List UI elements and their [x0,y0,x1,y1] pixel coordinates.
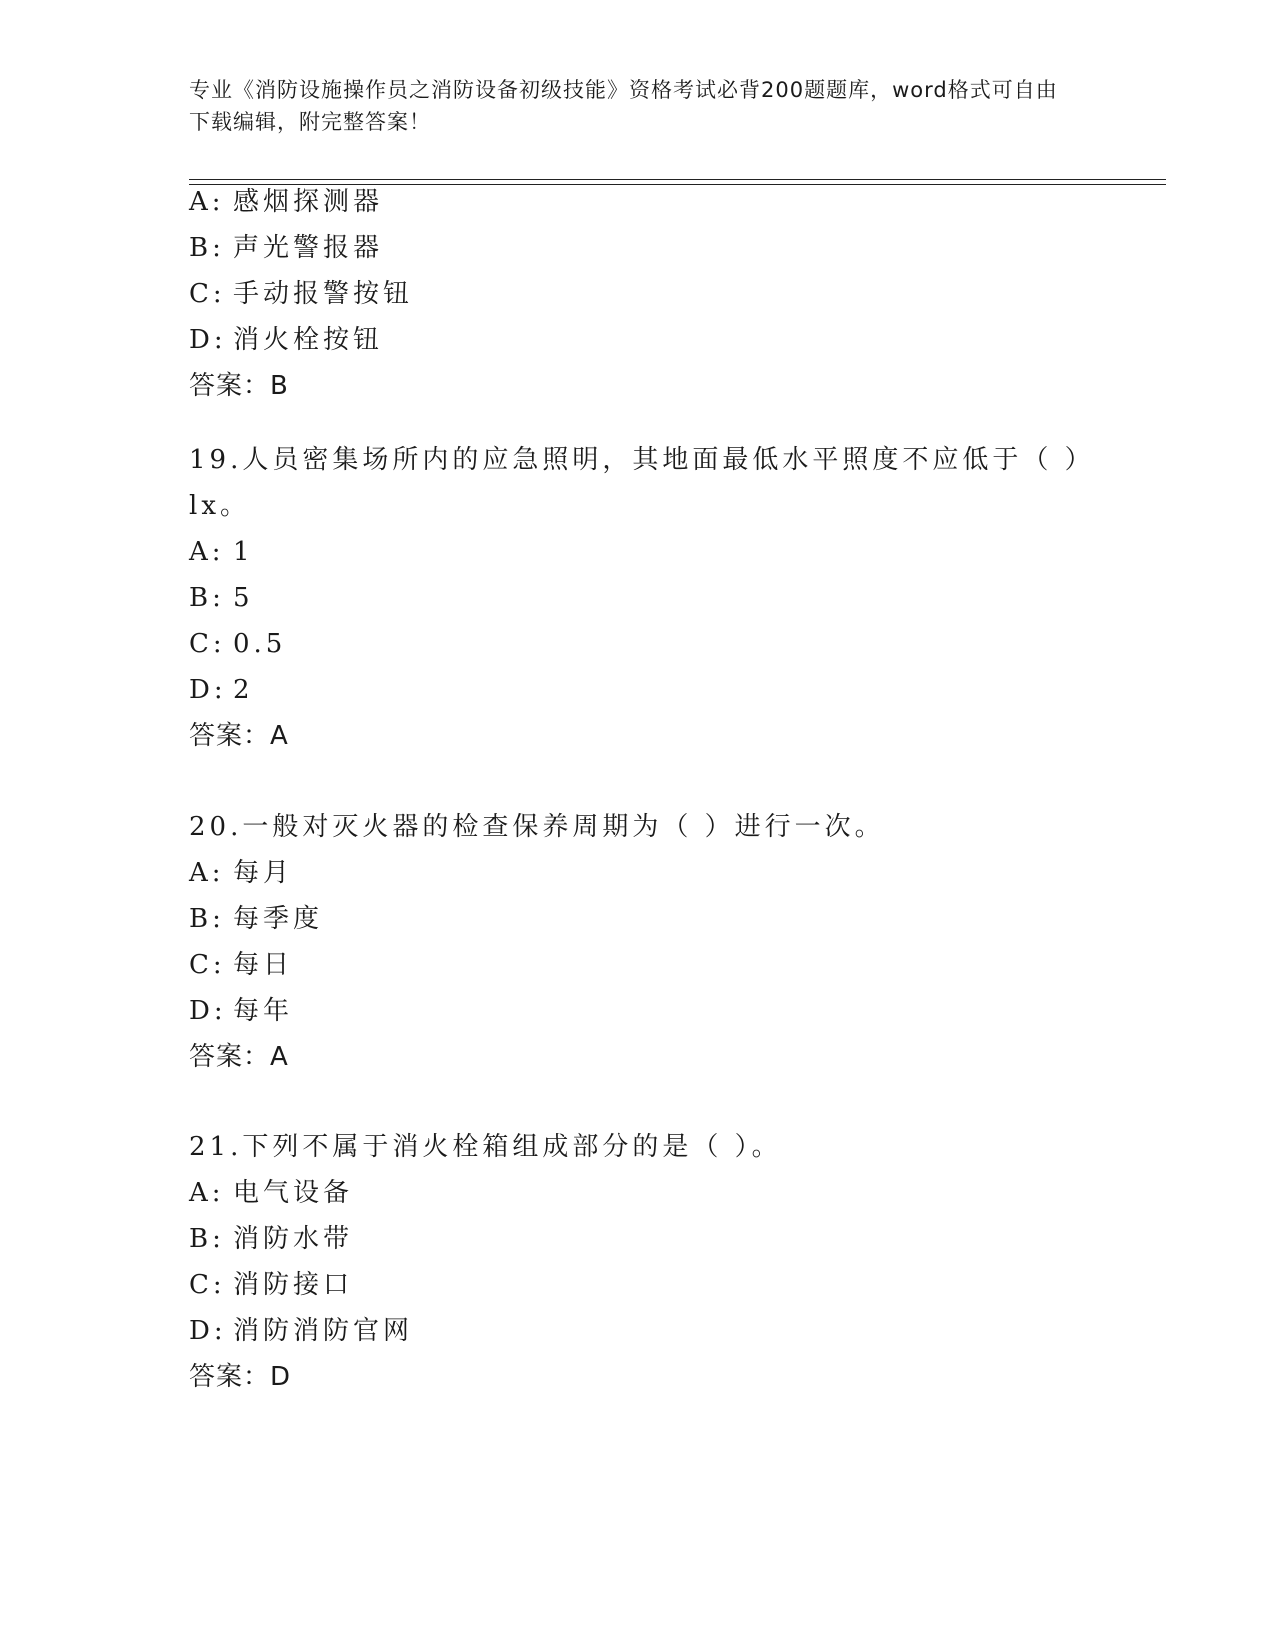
answer-value: D [270,1362,292,1392]
option-letter: B: [189,1224,225,1254]
option-d [189,667,1109,713]
option-c [189,942,1109,988]
option-text: 每年 [233,996,294,1026]
option-text: 消火栓按钮 [233,325,384,355]
question-20 [189,804,1109,1080]
option-b [189,1216,1109,1262]
answer-label: 答案： [189,371,271,401]
option-a [189,850,1109,896]
option-text: 1 [233,537,254,567]
question-stem-continued: lx。 [189,491,250,521]
option-b [189,225,1109,271]
answer-line [189,713,1109,759]
option-a [189,1170,1109,1216]
option-text: 2 [233,675,254,705]
answer-value: A [270,721,289,751]
option-c [189,1262,1109,1308]
option-letter: D: [189,675,227,705]
question-21 [189,1124,1109,1400]
option-text: 每季度 [233,904,324,934]
option-d [189,317,1109,363]
option-letter: A: [189,858,225,888]
option-text: 5 [233,583,254,613]
question-stem: 21.下列不属于消火栓箱组成部分的是（ ）。 [189,1132,782,1162]
option-letter: D: [189,1316,227,1346]
answer-label: 答案： [189,1362,271,1392]
option-letter: C: [189,629,226,659]
option-text: 声光警报器 [233,233,384,263]
answer-label: 答案： [189,721,271,751]
question-19 [189,437,1109,759]
answer-line [189,1354,1109,1400]
option-b [189,896,1109,942]
answer-value: B [270,371,289,401]
answer-line [189,363,1109,409]
question-partial [189,179,1109,409]
option-letter: C: [189,950,226,980]
option-d [189,1308,1109,1354]
option-a [189,179,1109,225]
option-letter: A: [189,1178,225,1208]
answer-label: 答案： [189,1042,271,1072]
answer-value: A [270,1042,289,1072]
option-text: 每日 [233,950,294,980]
option-b [189,575,1109,621]
question-stem: 19.人员密集场所内的应急照明，其地面最低水平照度不应低于（ ） [189,445,1095,475]
option-letter: B: [189,583,225,613]
option-text: 电气设备 [233,1178,354,1208]
option-letter: D: [189,325,227,355]
option-text: 消防接口 [233,1270,354,1300]
option-text: 感烟探测器 [233,187,384,217]
option-a [189,529,1109,575]
option-letter: C: [189,1270,226,1300]
option-c [189,271,1109,317]
option-d [189,988,1109,1034]
option-text: 消防消防官网 [233,1316,414,1346]
option-text: 0.5 [233,629,287,659]
option-text: 消防水带 [233,1224,354,1254]
option-letter: B: [189,904,225,934]
answer-line [189,1034,1109,1080]
option-text: 手动报警按钮 [233,279,414,309]
option-letter: D: [189,996,227,1026]
question-stem: 20.一般对灭火器的检查保养周期为（ ）进行一次。 [189,812,885,842]
document-header: 专业《消防设施操作员之消防设备初级技能》资格考试必背200题题库，word格式可自由下载编辑，附完整答案！ [189,78,1058,134]
option-letter: A: [189,187,225,217]
option-text: 每月 [233,858,294,888]
option-letter: A: [189,537,225,567]
option-letter: B: [189,233,225,263]
option-letter: C: [189,279,226,309]
option-c [189,621,1109,667]
